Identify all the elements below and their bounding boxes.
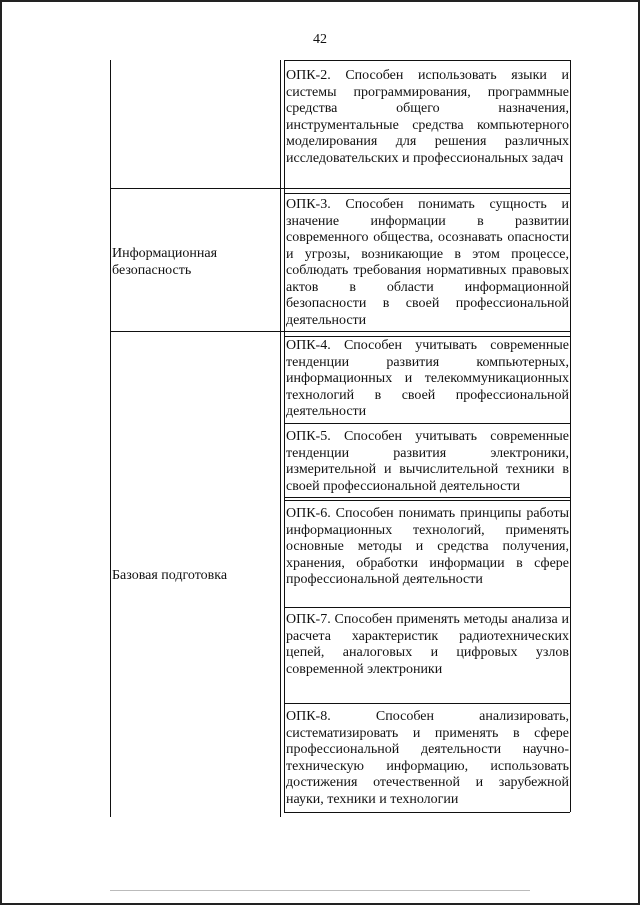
scan-border-top — [0, 0, 640, 2]
cell-divider-opk6-bottom — [284, 500, 570, 501]
competency-opk8: ОПК-8. Способен анализировать, систематизировать и применять в сфере профессиональной деятельности научно-техническую информацию, использовать достижения отечественной и зарубежной науки, техники и технологии — [286, 709, 569, 807]
table-line-right — [570, 60, 571, 812]
competency-opk7: ОПК-7. Способен применять методы анализа и расчета характеристик радиотехнических цепей, аналоговых и цифровых узлов современной электроники — [286, 612, 569, 677]
cell-top-border — [284, 60, 570, 61]
cell-divider-opk2 — [284, 193, 570, 194]
cell-bottom-border — [284, 812, 570, 813]
section-label-basic-training: Базовая подготовка — [112, 568, 228, 583]
competency-opk6: ОПК-6. Способен понимать принципы работы информационных технологий, применять основные методы и средства получения, хранения, обработки информации в сфере профессиональной деятельности — [286, 506, 569, 587]
cell-divider-opk3 — [284, 336, 570, 337]
table-line-left — [110, 60, 111, 817]
scan-artifact-line — [110, 890, 530, 891]
page-number: 42 — [313, 32, 327, 47]
competency-opk5: ОПК-5. Способен учитывать современные тенденции развития электроники, измерительной и вычислительной техники в своей профессиональной деятельности — [286, 429, 569, 494]
competency-opk4: ОПК-4. Способен учитывать современные тенденции развития компьютерных, информационных и телекоммуникационных технологий в своей профессиональной деятельности — [286, 338, 569, 419]
competency-opk3: ОПК-3. Способен понимать сущность и значение информации в развитии современного общества, осознавать опасности и угрозы, возникающие в этом процессе, соблюдать требования нормативных правовых актов в области информационной безопасности в своей профессиональной деятельности — [286, 197, 569, 328]
cell-divider-opk4 — [284, 423, 570, 424]
cell-divider-opk5 — [284, 497, 570, 498]
table-line-middle — [280, 60, 281, 817]
table-line-inner-left — [284, 60, 285, 812]
competency-opk2: ОПК-2. Способен использовать языки и системы программирования, программные средства общего назначения, инструментальные средства компьютерного моделирования для решения различных исследовательских и профессиональных задач — [286, 68, 569, 166]
cell-divider-opk6 — [284, 607, 570, 608]
section-divider-2 — [110, 331, 570, 332]
section-label-information-security: Информационная безопасность — [112, 246, 218, 278]
section-divider-1 — [110, 188, 570, 189]
cell-divider-opk7 — [284, 703, 570, 704]
scan-border-left — [0, 0, 2, 905]
